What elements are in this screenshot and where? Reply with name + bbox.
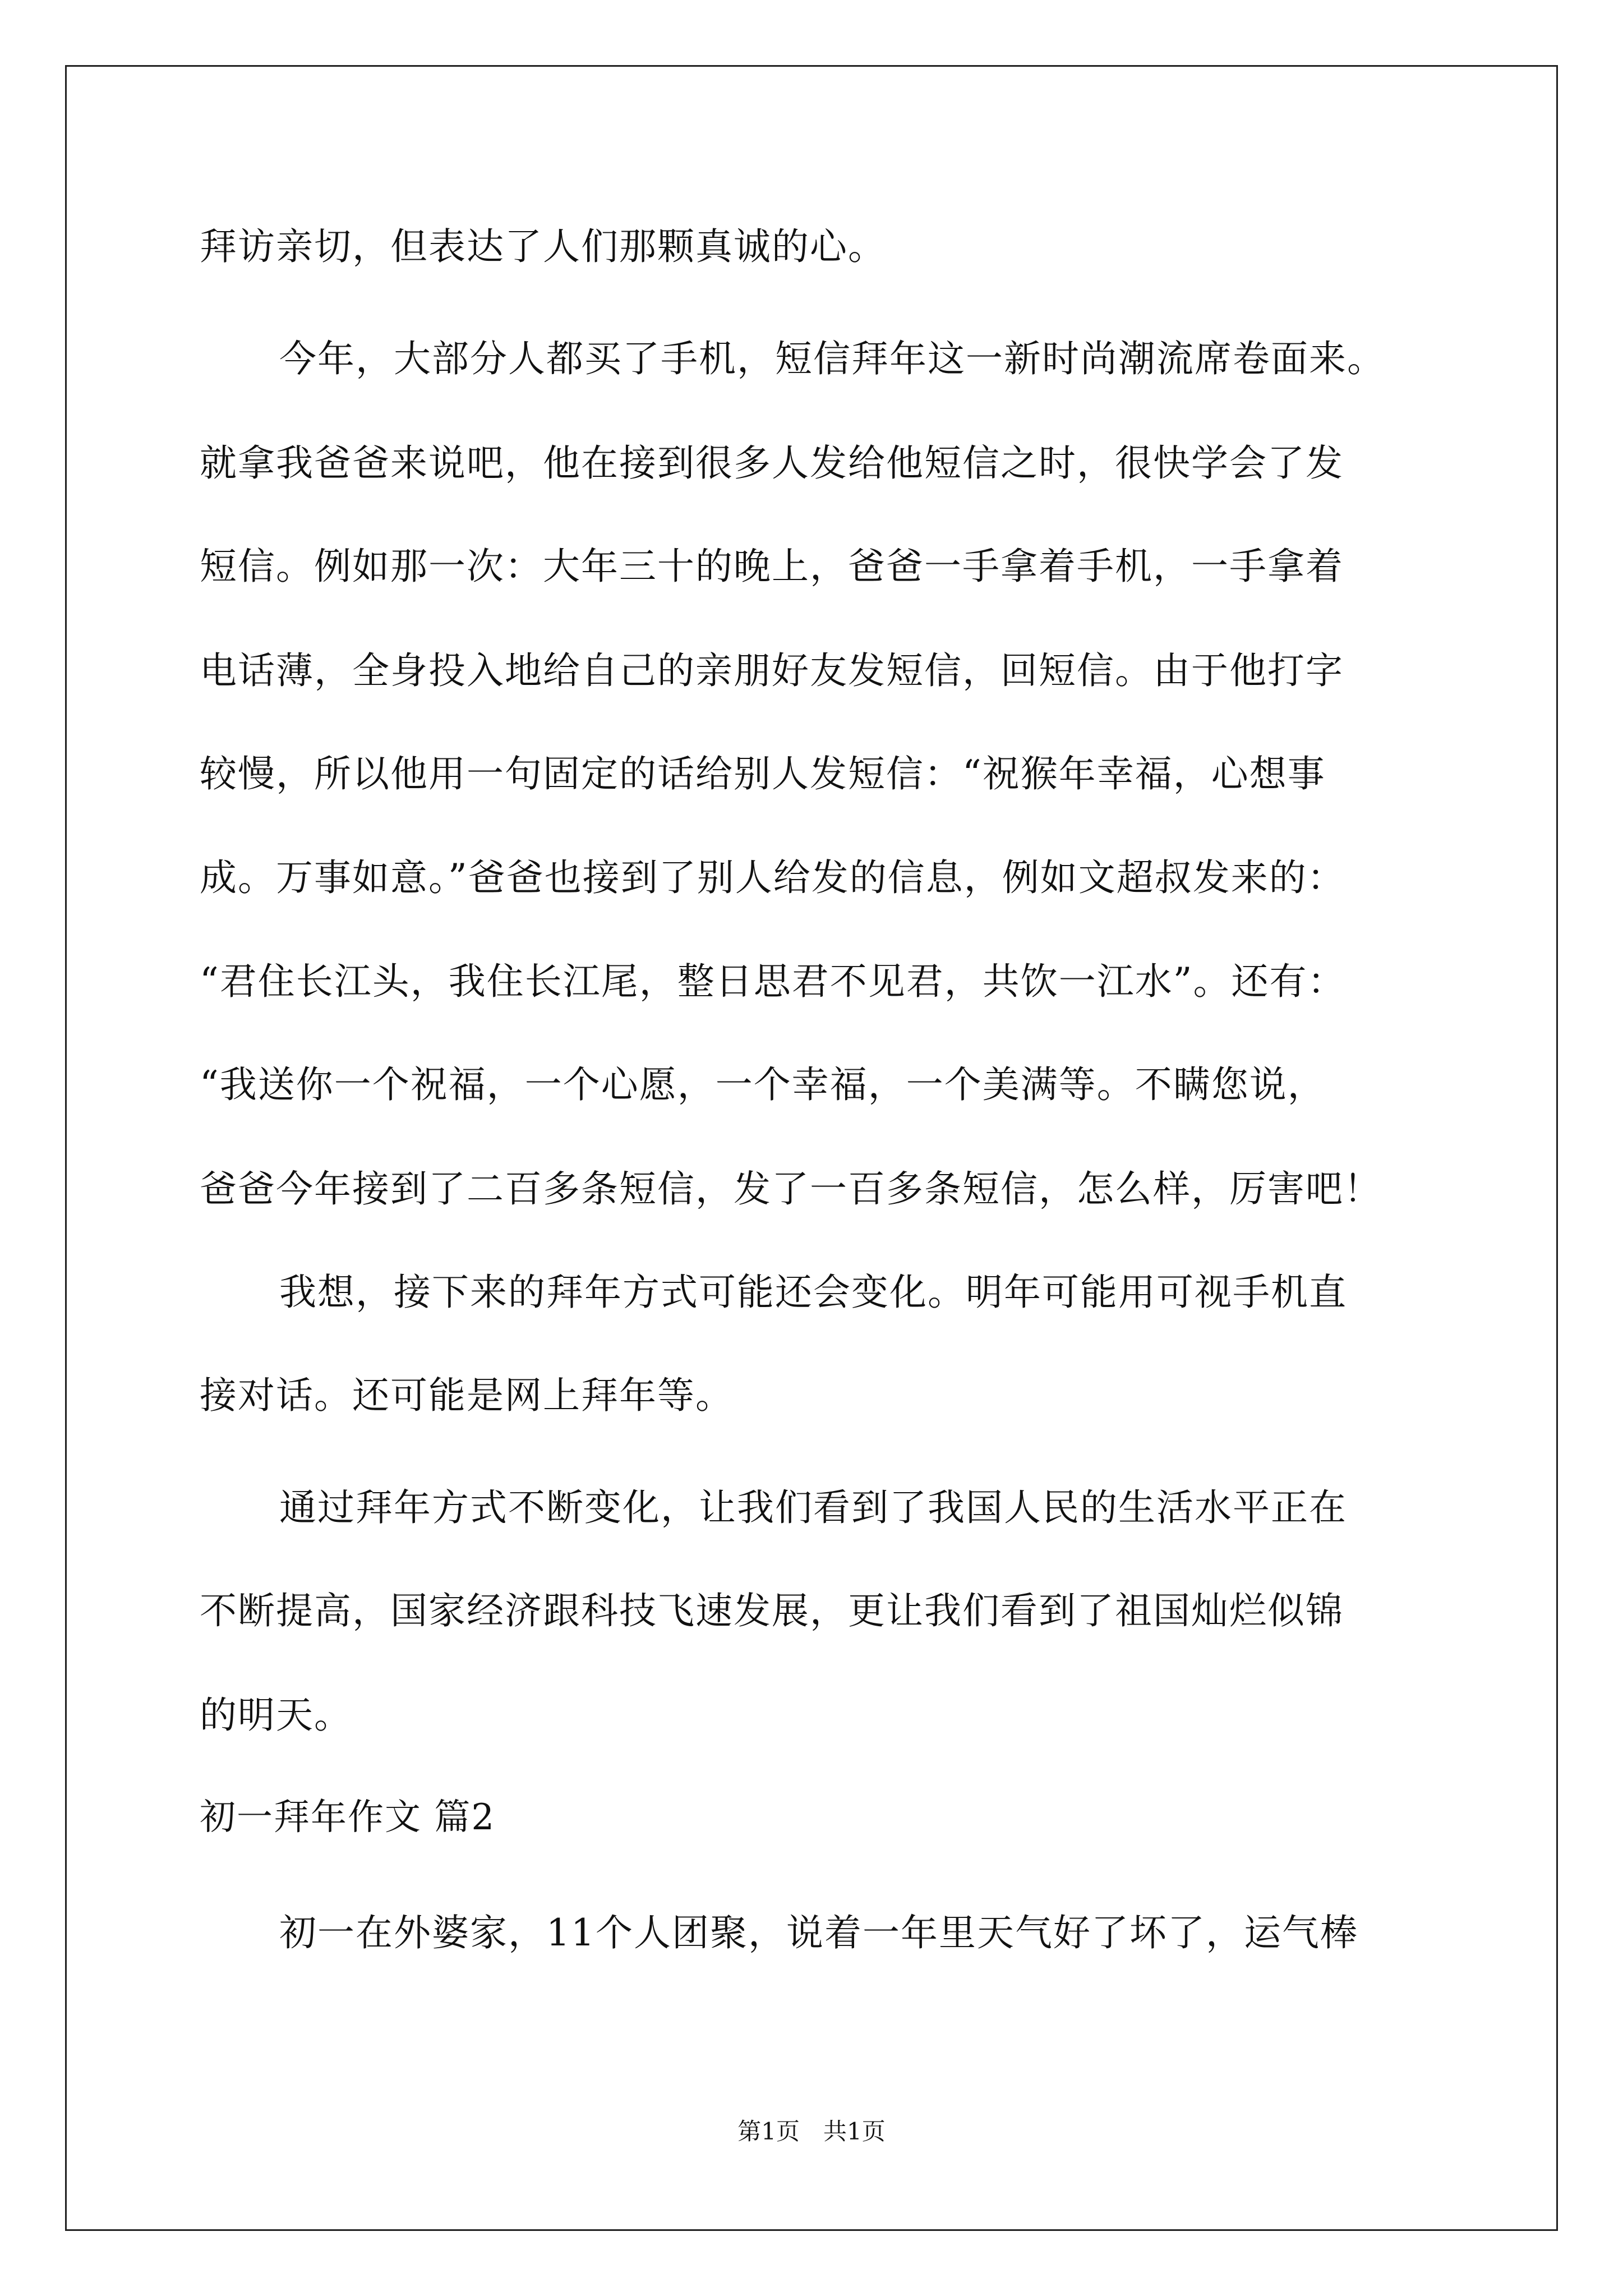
paragraph-line: 就拿我爸爸来说吧，他在接到很多人发给他短信之时，很快学会了发 (200, 441, 1344, 485)
paragraph-line: 今年，大部分人都买了手机，短信拜年这一新时尚潮流席卷面来。 (279, 337, 1385, 380)
page-footer: 第1页 共1页 (737, 2118, 886, 2145)
paragraph-line: 较慢，所以他用一句固定的话给别人发短信：“祝猴年幸福，心想事 (200, 752, 1326, 795)
paragraph-line: 爸爸今年接到了二百多条短信，发了一百多条短信，怎么样，厉害吧！ (200, 1167, 1382, 1211)
paragraph-line: 通过拜年方式不断变化，让我们看到了我国人民的生活水平正在 (279, 1486, 1347, 1529)
paragraph-line: 接对话。还可能是网上拜年等。 (200, 1374, 734, 1417)
paragraph-line: 成。万事如意。”爸爸也接到了别人给发的信息，例如文超叔发来的： (200, 856, 1345, 899)
paragraph-line: 的明天。 (200, 1694, 352, 1737)
section-heading: 初一拜年作文 篇2 (200, 1797, 496, 1838)
paragraph-line: 拜访亲切，但表达了人们那颗真诚的心。 (200, 225, 886, 268)
paragraph-line: 电话薄，全身投入地给自己的亲朋好友发短信，回短信。由于他打字 (200, 649, 1344, 692)
paragraph-line: 不断提高，国家经济跟科技飞速发展，更让我们看到了祖国灿烂似锦 (200, 1589, 1344, 1632)
paragraph-line: “君住长江头，我住长江尾，整日思君不见君，共饮一江水”。还有： (200, 960, 1346, 1003)
paragraph-line: 初一在外婆家，11个人团聚，说着一年里天气好了坏了，运气棒 (279, 1911, 1358, 1954)
page-border (65, 65, 1558, 2231)
paragraph-line: 短信。例如那一次：大年三十的晚上，爸爸一手拿着手机，一手拿着 (200, 545, 1344, 588)
paragraph-line: “我送你一个祝福，一个心愿，一个幸福，一个美满等。不瞒您说， (200, 1063, 1326, 1106)
paragraph-line: 我想，接下来的拜年方式可能还会变化。明年可能用可视手机直 (279, 1271, 1347, 1314)
